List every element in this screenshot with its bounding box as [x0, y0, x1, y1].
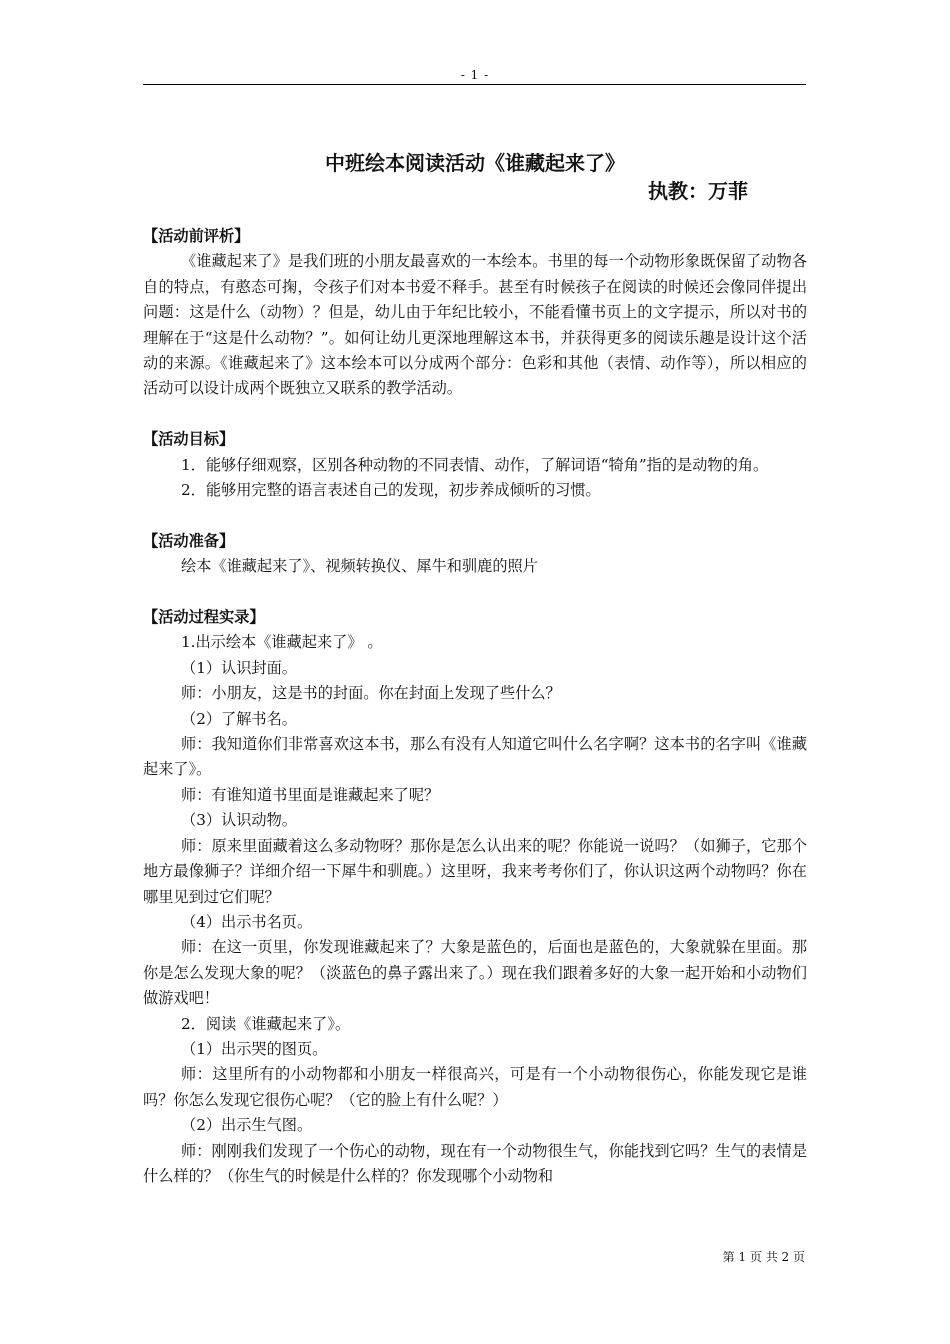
paragraph: 师：我知道你们非常喜欢这本书，那么有没有人知道它叫什么名字啊？这本书的名字叫《谁藏起来了》。 — [143, 735, 807, 779]
paragraph: 1．能够仔细观察，区别各种动物的不同表情、动作，了解词语“犄角”指的是动物的角。 — [181, 455, 769, 474]
header-page-number: - 1 - — [460, 68, 490, 82]
footer-page-info: 第 1 页 共 2 页 — [722, 1250, 805, 1264]
header-divider — [143, 84, 806, 85]
paragraph: （2）出示生气图。 — [181, 1116, 313, 1135]
paragraph: 师：这里所有的小动物都和小朋友一样很高兴，可是有一个小动物很伤心，你能发现它是谁吗？你怎么发现它很伤心呢？（它的脸上有什么呢？） — [143, 1065, 807, 1109]
section-analysis — [143, 224, 807, 402]
section-process — [143, 605, 807, 1189]
paragraph: 师：在这一页里，你发现谁藏起来了？大象是蓝色的，后面也是蓝色的，大象就躲在里面。那你是怎么发现大象的呢？（淡蓝色的鼻子露出来了。）现在我们跟着多好的大象一起开始和小动物们做游戏吧！ — [143, 938, 807, 1008]
paragraph: 2．阅读《谁藏起来了》。 — [181, 1014, 351, 1033]
paragraph: 师：刚刚我们发现了一个伤心的动物，现在有一个动物很生气，你能找到它吗？生气的表情是什么样的？（你生气的时候是什么样的？你发现哪个小动物和 — [143, 1141, 807, 1185]
document-title: 中班绘本阅读活动《谁藏起来了》 — [325, 151, 625, 175]
paragraph: 《谁藏起来了》是我们班的小朋友最喜欢的一本绘本。书里的每一个动物形象既保留了动物各自的特点，有憨态可掬，令孩子们对本书爱不释手。甚至有时候孩子在阅读的时候还会像同伴提出问题：这是什么（动物）？但是，幼儿由于年纪比较小，不能看懂书页上的文字提示，所以对书的理解在于“这是什么动物？”。如何让幼儿更深地理解这本书，并获得更多的阅读乐趣是设计这个活动的来源。《谁藏起来了》这本绘本可以分成两个部分：色彩和其他（表情、动作等），所以相应的活动可以设计成两个既独立又联系的教学活动。 — [143, 252, 807, 398]
paragraph: 2．能够用完整的语言表述自己的发现，初步养成倾听的习惯。 — [181, 481, 601, 500]
section-heading: 【活动准备】 — [143, 531, 235, 550]
section-heading: 【活动过程实录】 — [143, 608, 265, 627]
section-heading: 【活动前评析】 — [143, 227, 250, 245]
paragraph: 1.出示绘本《谁藏起来了》 。 — [181, 633, 383, 652]
document-author: 执教：万菲 — [648, 179, 748, 203]
paragraph: （1）出示哭的图页。 — [181, 1039, 328, 1058]
paragraph: 师：小朋友，这是书的封面。你在封面上发现了些什么？ — [181, 684, 561, 703]
paragraph: 绘本《谁藏起来了》、视频转换仪、犀牛和驯鹿的照片 — [181, 557, 538, 576]
paragraph: （1）认识封面。 — [181, 658, 297, 677]
paragraph: 师：原来里面藏着这么多动物呀？那你是怎么认出来的呢？你能说一说吗？（如狮子，它那个地方最像狮子？详细介绍一下犀牛和驯鹿。）这里呀，我来考考你们了，你认识这两个动物吗？你在哪里见到过它们呢？ — [143, 836, 807, 906]
paragraph: （2）了解书名。 — [181, 709, 297, 728]
paragraph: （4）出示书名页。 — [181, 912, 313, 931]
section-preparation — [143, 529, 807, 580]
section-heading: 【活动目标】 — [143, 430, 235, 449]
paragraph: （3）认识动物。 — [181, 811, 297, 830]
paragraph: 师：有谁知道书里面是谁藏起来了呢？ — [181, 785, 440, 804]
section-goals — [143, 427, 807, 503]
document-body — [143, 224, 807, 1189]
